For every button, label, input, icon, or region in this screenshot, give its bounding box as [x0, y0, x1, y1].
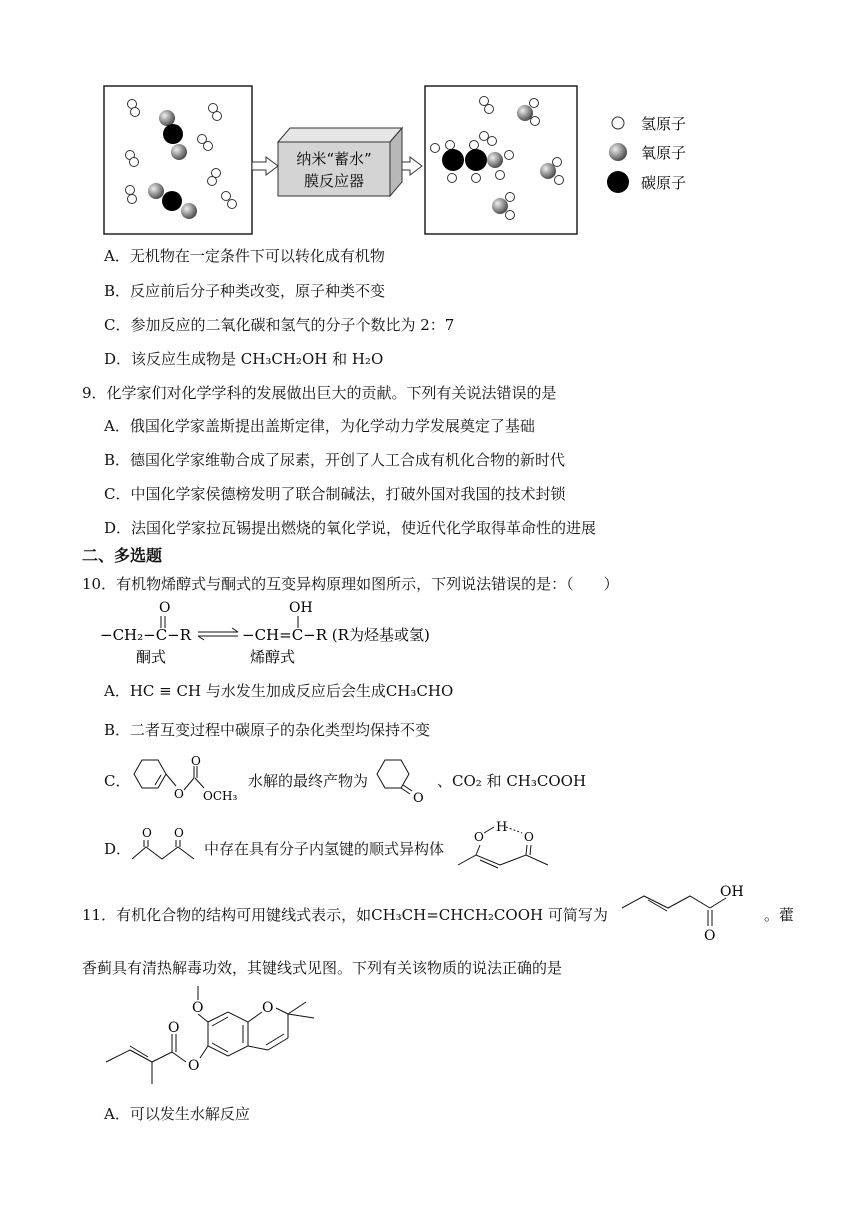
enol-o1: O	[474, 830, 484, 844]
q10-option-a-text: 与水发生加成反应后会生成	[201, 682, 386, 700]
methoxy-label: OCH₃	[203, 789, 238, 803]
ring-o: O	[262, 1000, 274, 1016]
ketone-o: O	[413, 791, 424, 806]
section-heading: 二、多选题	[82, 546, 163, 565]
q10-stem: 10．有机物烯醇式与酮式的互变异构原理如图所示，下列说法错误的是：（ ）	[82, 575, 619, 593]
hbond-h: H	[496, 820, 508, 835]
arrow-icon	[252, 157, 278, 175]
q11-stem-line1	[82, 905, 608, 925]
acetylacetone-structure	[128, 825, 200, 865]
q11-stem-part1: 11．有机化合物的结构可用键线式表示，如	[82, 906, 372, 924]
acid-oh: OH	[720, 884, 744, 900]
keto-formula: −CH₂−C−R	[100, 626, 192, 644]
reactor-label-line2: 膜反应器	[303, 172, 365, 190]
enol-formula: −CH=C−R (R为烃基或氢)	[242, 626, 430, 644]
tautomer-equation	[98, 598, 458, 670]
q11-stem-line2: 香蓟具有清热解毒功效，其键线式见图。下列有关该物质的说法正确的是	[82, 959, 563, 977]
q9-option-a: A．俄国化学家盖斯提出盖斯定律，为化学动力学发展奠定了基础	[104, 417, 535, 435]
reactor-label-line1: 纳米“蓄水”	[296, 150, 372, 168]
reactants-box	[104, 86, 252, 234]
q11-stem-part2: 可简写为	[543, 906, 608, 924]
legend-label-carbon: 碳原子	[641, 174, 687, 192]
q11-formula: CH₃CH=CHCH₂COOH	[371, 906, 544, 924]
acac-o1: O	[142, 826, 152, 840]
cyclohexanone-structure	[373, 756, 437, 808]
arrow-icon	[402, 157, 422, 175]
reaction-diagram	[100, 82, 720, 242]
ester-o: O	[188, 1058, 200, 1074]
q10-option-d-prefix: D．	[104, 840, 132, 858]
q8-option-c: C．参加反应的二氧化碳和氢气的分子个数比为 2：7	[104, 316, 455, 334]
q8-option-d: D．该反应生成物是 CH₃CH₂OH 和 H₂O	[104, 350, 384, 368]
oxygen-atom-icon	[609, 143, 627, 161]
enol-hbond-structure	[454, 815, 554, 875]
carbon-atom-icon	[607, 171, 629, 193]
q9-option-d: D．法国化学家拉瓦锡提出燃烧的氧化学说，使近代化学取得革命性的进展	[104, 519, 597, 537]
keto-o-label: O	[159, 600, 171, 616]
q11-option-a: A．可以发生水解反应	[104, 1105, 250, 1123]
q8-option-a: A．无机物在一定条件下可以转化成有机物	[104, 247, 385, 265]
q10-option-c-text: 水解的最终产物为	[248, 772, 369, 790]
q9-option-b: B．德国化学家维勒合成了尿素，开创了人工合成有机化合物的新时代	[104, 451, 566, 469]
q10-option-b: B．二者互变过程中碳原子的杂化类型均保持不变	[104, 721, 431, 739]
ester-carbonyl-o: O	[168, 1020, 180, 1036]
ester-o1: O	[174, 787, 184, 801]
enol-o2: O	[524, 830, 534, 844]
q11-stem-tail: 。藿	[764, 906, 795, 924]
q10-option-c-prefix: C．	[104, 772, 131, 790]
enol-label: 烯醇式	[250, 648, 296, 666]
q10-option-d-text: 中存在具有分子内氢键的顺式异构体	[204, 840, 445, 858]
acac-o2: O	[174, 826, 184, 840]
acid-o: O	[704, 928, 716, 944]
legend-label-oxygen: 氧原子	[641, 144, 687, 162]
acetylene-formula: HC ≡ CH	[129, 682, 202, 700]
acetaldehyde-formula: CH₃CHO	[385, 682, 454, 700]
legend-label-hydrogen: 氢原子	[641, 115, 687, 133]
legend	[607, 115, 686, 193]
ageratochromene-skeletal-structure	[100, 982, 360, 1092]
hydrogen-atom-icon	[612, 117, 624, 129]
enol-oh-label: OH	[289, 600, 313, 616]
q10-option-a	[104, 681, 453, 701]
q9-stem: 9．化学家们对化学学科的发展做出巨大的贡献。下列有关说法错误的是	[82, 384, 557, 402]
cyclohexenyl-carbonate-structure	[124, 754, 248, 806]
methoxy-o: O	[192, 1000, 204, 1016]
q8-option-b: B．反应前后分子种类改变，原子种类不变	[104, 282, 386, 300]
nano-reactor	[278, 128, 402, 196]
keto-label: 酮式	[136, 648, 167, 666]
q10-option-c-tail: 、CO₂ 和 CH₃COOH	[437, 772, 587, 790]
q10-option-a-prefix: A．	[104, 682, 130, 700]
q9-option-c: C．中国化学家侯德榜发明了联合制碱法，打破外国对我国的技术封锁	[104, 485, 566, 503]
pentenoic-acid-skeletal-structure	[618, 880, 758, 944]
carbonyl-o: O	[191, 754, 201, 768]
